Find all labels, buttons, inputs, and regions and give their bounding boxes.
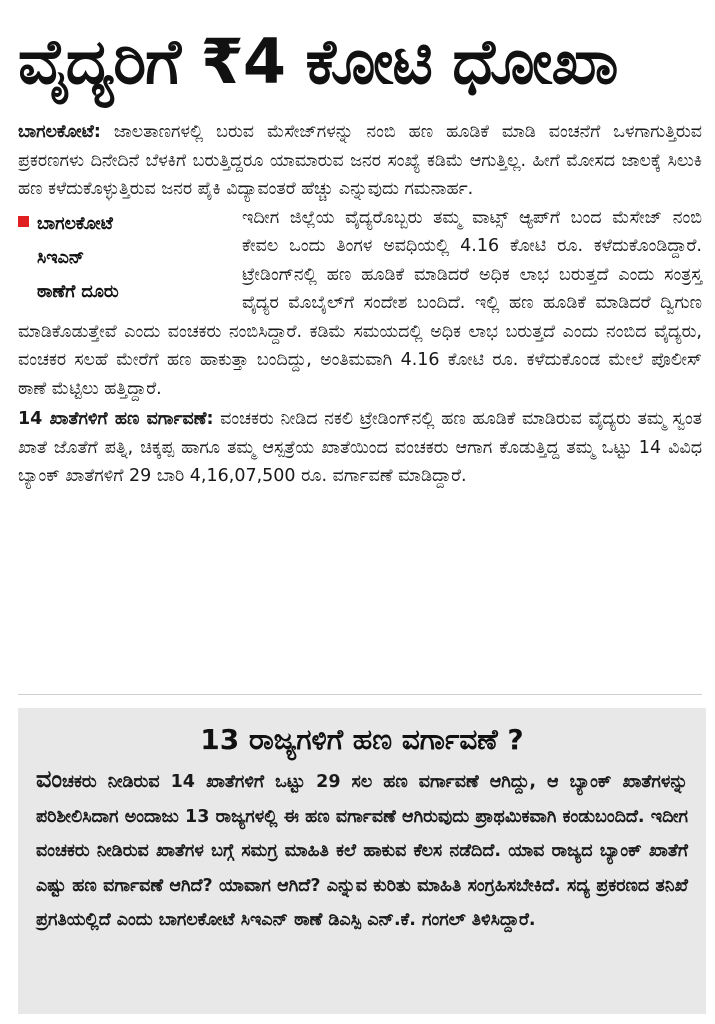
headline: ವೈದ್ಯರಿಗೆ ₹4 ಕೋಟಿ ಧೋಖಾ: [18, 25, 618, 98]
info-box-text: ಚಕರು ನೀಡಿರುವ 14 ಖಾತೆಗಳಿಗೆ ಒಟ್ಟು 29 ಸಲ ಹಣ ವರ್ಗಾವಣೆ ಆಗಿದ್ದು, ಆ ಬ್ಯಾಂಕ್ ಖಾತೆಗಳನ್ನು ಪರಿಶೀಲಿಸಿದಾಗ ಅಂದಾಜು 13 ರಾಜ್ಯಗಳಲ್ಲಿ ಈ ಹಣ ವರ್ಗಾವಣೆ ಆಗಿರುವುದು ಪ್ರಾಥಮಿಕವಾಗಿ ಕಂಡುಬಂದಿದೆ. ಇದೀಗ ವಂಚಕರು ನೀಡಿರುವ ಖಾತೆಗಳ ಬಗ್ಗೆ ಸಮಗ್ರ ಮಾಹಿತಿ ಕಲೆ ಹಾಕುವ ಕೆಲಸ ನಡೆದಿದೆ. ಯಾವ ರಾಜ್ಯದ ಬ್ಯಾಂಕ್ ಖಾತೆಗೆ ಎಷ್ಟು ಹಣ ವರ್ಗಾವಣೆ ಆಗಿದೆ? ಯಾವಾಗ ಆಗಿದೆ? ಎನ್ನುವ ಕುರಿತು ಮಾಹಿತಿ ಸಂಗ್ರಹಿಸಬೇಕಿದೆ. ಸದ್ಯ ಪ್ರಕರಣದ ತನಿಖೆ ಪ್ರಗತಿಯಲ್ಲಿದೆ ಎಂದು ಬಾಗಲಕೋಟೆ ಸಿಇಎನ್ ಠಾಣೆ ಡಿಎಸ್ಪಿ ಎನ್.ಕೆ. ಗಂಗಲ್ ತಿಳಿಸಿದ್ದಾರೆ.: [36, 772, 688, 930]
info-box: [18, 708, 706, 1014]
dateline: ಬಾಗಲಕೋಟೆ:: [18, 122, 101, 142]
sidebar-line-2: ಸಿಇಎನ್: [37, 247, 85, 268]
sidebar-line-1: ಬಾಗಲಕೋಟೆ: [37, 213, 113, 234]
divider: [18, 694, 702, 695]
paragraph-transfers: [18, 405, 702, 491]
paragraph-intro: [18, 118, 702, 204]
sidebar-highlight: [18, 207, 228, 309]
red-square-bullet-icon: [18, 216, 29, 227]
article-body: [18, 118, 702, 491]
sidebar-line-3: ಠಾಣೆಗೆ ದೂರು: [37, 281, 119, 302]
subhead-transfers: 14 ಖಾತೆಗಳಿಗೆ ಹಣ ವರ್ಗಾವಣೆ:: [18, 409, 214, 429]
paragraph-intro-text: ಜಾಲತಾಣಗಳಲ್ಲಿ ಬರುವ ಮೆಸೇಜ್‌ಗಳನ್ನು ನಂಬಿ ಹಣ ಹೂಡಿಕೆ ಮಾಡಿ ವಂಚನೆಗೆ ಒಳಗಾಗುತ್ತಿರುವ ಪ್ರಕರಣಗಳು ದಿನೇದಿನೆ ಬೆಳಕಿಗೆ ಬರುತ್ತಿದ್ದರೂ ಯಾಮಾರುವ ಜನರ ಸಂಖ್ಯೆ ಕಡಿಮೆ ಆಗುತ್ತಿಲ್ಲ. ಹೀಗೆ ಮೋಸದ ಜಾಲಕ್ಕೆ ಸಿಲುಕಿ ಹಣ ಕಳೆದುಕೊಳ್ಳುತ್ತಿರುವ ಜನರ ಪೈಕಿ ವಿದ್ಯಾವಂತರೆ ಹೆಚ್ಚು ಎನ್ನುವುದು ಗಮನಾರ್ಹ.: [18, 122, 702, 199]
info-box-title: 13 ರಾಜ್ಯಗಳಿಗೆ ಹಣ ವರ್ಗಾವಣೆ ?: [200, 723, 524, 756]
info-box-body: [36, 762, 688, 938]
paragraph-transfers-text: ವಂಚಕರು ನೀಡಿದ ನಕಲಿ ಟ್ರೇಡಿಂಗ್‌ನಲ್ಲಿ ಹಣ ಹೂಡಿಕೆ ಮಾಡಿರುವ ವೈದ್ಯರು ತಮ್ಮ ಸ್ವಂತ ಖಾತೆ ಜೊತೆಗೆ ಪತ್ನಿ, ಚಿಕ್ಕಪ್ಪ ಹಾಗೂ ತಮ್ಮ ಆಸ್ಪತ್ರೆಯ ಖಾತೆಯಿಂದ ವಂಚಕರು ಆಗಾಗ ಕೊಡುತ್ತಿದ್ದ ತಮ್ಮ ಒಟ್ಟು 14 ವಿವಿಧ ಬ್ಯಾಂಕ್ ಖಾತೆಗಳಿಗೆ 29 ಬಾರಿ 4,16,07,500 ರೂ. ವರ್ಗಾವಣೆ ಮಾಡಿದ್ದಾರೆ.: [18, 409, 702, 486]
dropcap: ವಂ: [36, 765, 63, 793]
paragraph-main: ಇದೀಗ ಜಿಲ್ಲೆಯ ವೈದ್ಯರೊಬ್ಬರು ತಮ್ಮ ವಾಟ್ಸ್ ಆ್ಯಪ್‌ಗೆ ಬಂದ ಮೆಸೇಜ್ ನಂಬಿ ಕೇವಲ ಒಂದು ತಿಂಗಳ ಅವಧಿಯಲ್ಲಿ 4.16 ಕೋಟಿ ರೂ. ಕಳೆದುಕೊಂಡಿದ್ದಾರೆ. ಟ್ರೇಡಿಂಗ್‌ನಲ್ಲಿ ಹಣ ಹೂಡಿಕೆ ಮಾಡಿದರೆ ಅಧಿಕ ಲಾಭ ಬರುತ್ತದೆ ಎಂದು ಸಂತ್ರಸ್ತ ವೈದ್ಯರ ಮೊಬೈಲ್‌ಗೆ ಸಂದೇಶ ಬಂದಿದೆ. ಇಲ್ಲಿ ಹಣ ಹೂಡಿಕೆ ಮಾಡಿದರೆ ದ್ವಿಗುಣ ಮಾಡಿಕೊಡುತ್ತೇವೆ ಎಂದು ವಂಚಕರು ನಂಬಿಸಿದ್ದಾರೆ. ಕಡಿಮೆ ಸಮಯದಲ್ಲಿ ಅಧಿಕ ಲಾಭ ಬರುತ್ತದೆ ಎಂದು ನಂಬಿದ ವೈದ್ಯರು, ವಂಚಕರ ಸಲಹೆ ಮೇರೆಗೆ ಹಣ ಹಾಕುತ್ತಾ ಬಂದಿದ್ದು, ಅಂತಿಮವಾಗಿ 4.16 ಕೋಟಿ ರೂ. ಕಳೆದುಕೊಂಡ ಮೇಲೆ ಪೊಲೀಸ್ ಠಾಣೆ ಮೆಟ್ಟಿಲು ಹತ್ತಿದ್ದಾರೆ.: [18, 207, 702, 399]
